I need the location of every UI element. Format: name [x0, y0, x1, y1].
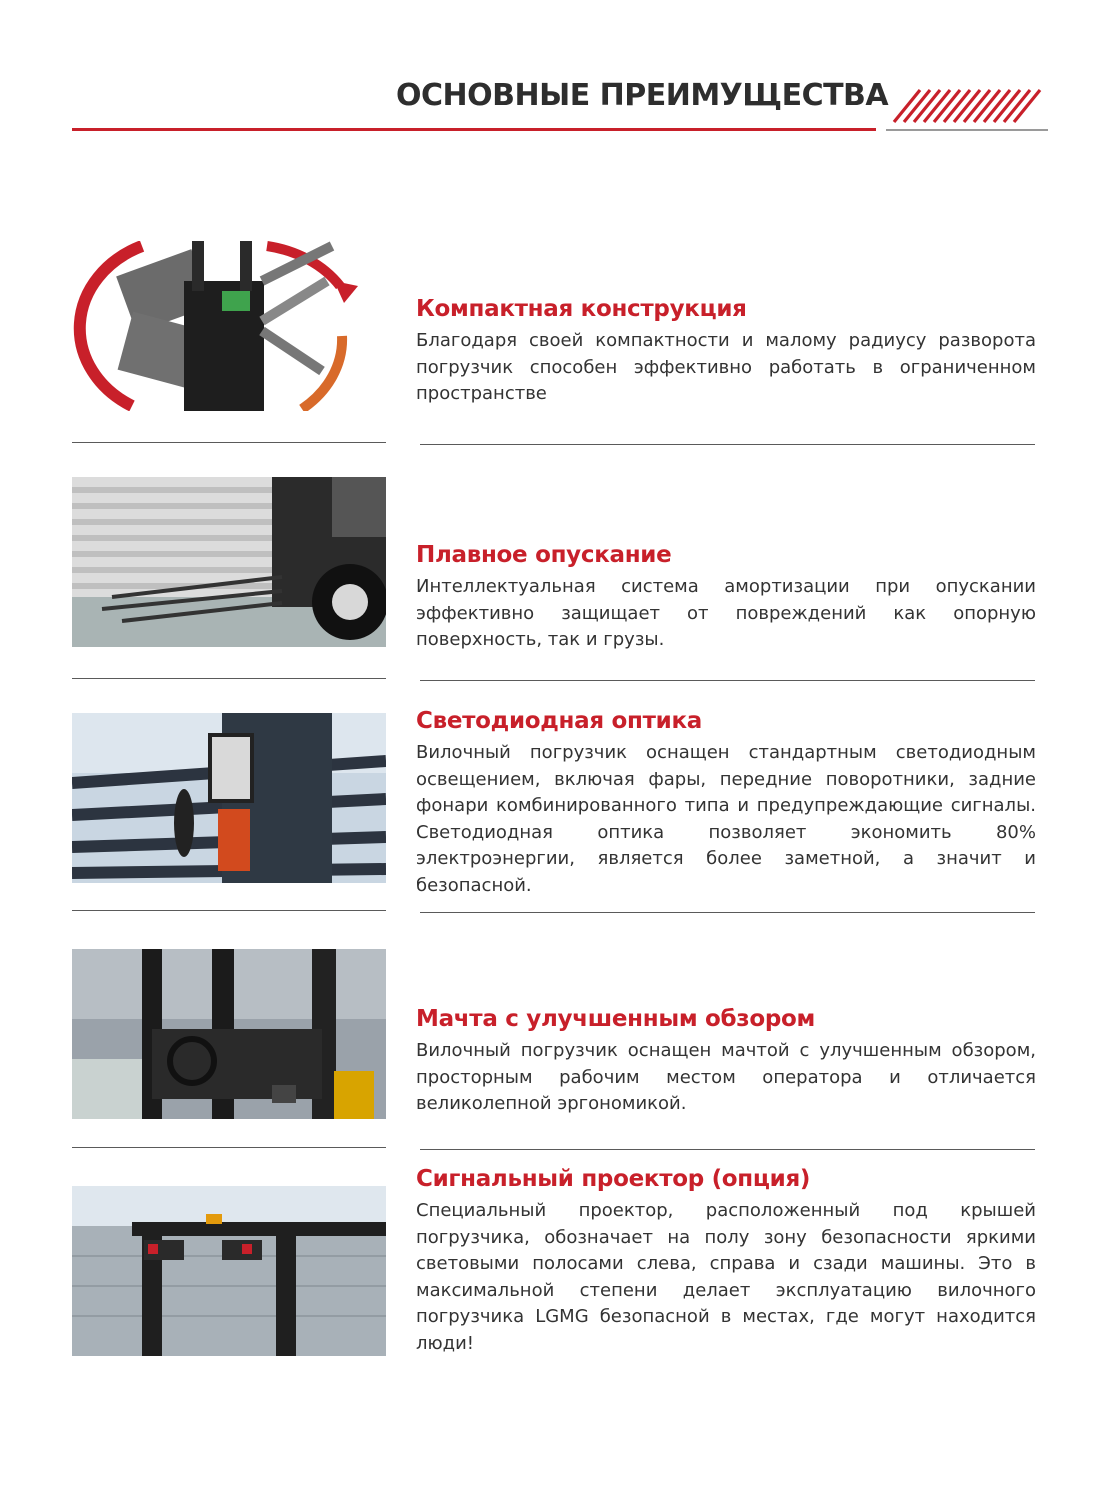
signal-projector-image: [72, 1186, 386, 1356]
separator-left: [72, 910, 386, 911]
separator-right: [420, 912, 1035, 913]
separator-left: [72, 442, 386, 443]
feature-text-smooth-lowering: Интеллектуальная система амортизации при опускании эффективно защищает от повреждений как опорную поверхность, так и грузы.: [416, 576, 1036, 650]
header-rule: [72, 128, 876, 131]
feature-title-mast-view: Мачта с улучшенным обзором: [416, 1006, 816, 1032]
separator-left: [72, 678, 386, 679]
feature-title-signal-projector: Сигнальный проектор (опция): [416, 1166, 811, 1192]
hatch-decoration-icon: [886, 86, 1048, 126]
forks-lowering-image: [72, 477, 386, 647]
page-title: ОСНОВНЫЕ ПРЕИМУЩЕСТВА: [396, 78, 889, 113]
feature-text-signal-projector: Специальный проектор, расположенный под крышей погрузчика, обозначает на полу зону безопасности яркими световыми полосами слева, справа и сзади машины. Это в максимальной степени делает эксплуатацию вилочного погрузчика LGMG безопасной в местах, где могут находится люди!: [416, 1200, 1036, 1354]
separator-right: [420, 680, 1035, 681]
feature-text-mast-view: Вилочный погрузчик оснащен мачтой с улучшенным обзором, просторным рабочим местом оператора и отличается великолепной эргономикой.: [416, 1040, 1036, 1114]
operator-cab-image: [72, 949, 386, 1119]
turning-radius-image: [72, 241, 386, 411]
separator-right: [420, 1149, 1035, 1150]
led-headlight-image: [72, 713, 386, 883]
feature-title-compact: Компактная конструкция: [416, 296, 747, 322]
feature-text-led-optics: Вилочный погрузчик оснащен стандартным светодиодным освещением, включая фары, передние поворотники, задние фонари комбинированного типа и предупреждающие сигналы. Светодиодная оптика позволяет экономить 80% электроэнергии, является более заметной, а значит и безопасной.: [416, 742, 1036, 896]
header-rule-grey: [886, 129, 1048, 131]
feature-title-smooth-lowering: Плавное опускание: [416, 542, 672, 568]
separator-right: [420, 444, 1035, 445]
feature-title-led-optics: Светодиодная оптика: [416, 708, 702, 734]
separator-left: [72, 1147, 386, 1148]
feature-text-compact: Благодаря своей компактности и малому радиусу разворота погрузчик способен эффективно работать в ограниченном пространстве: [416, 330, 1036, 404]
